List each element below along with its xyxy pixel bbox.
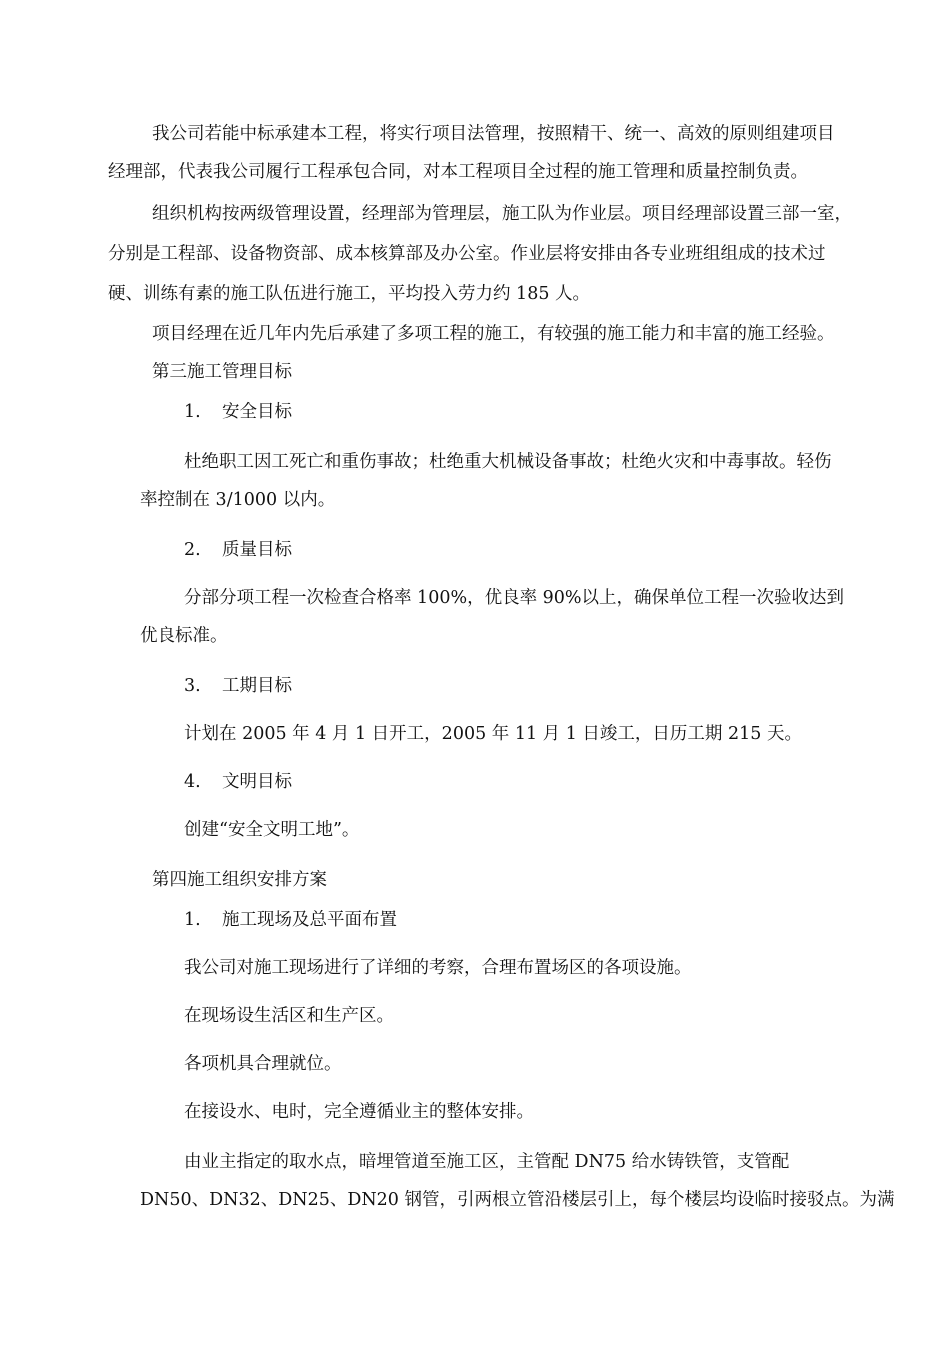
section-4-line-5: 由业主指定的取水点，暗埋管道至施工区，主管配 DN75 给水铸铁管，支管配 [184,1152,790,1172]
section-4-line-2: 在现场设生活区和生产区。 [184,1006,394,1026]
paragraph-3: 项目经理在近几年内先后承建了多项工程的施工，有较强的施工能力和丰富的施工经验。 [152,324,835,344]
item-4-number: 4. [184,772,201,792]
paragraph-2-line-1: 组织机构按两级管理设置，经理部为管理层，施工队为作业层。项目经理部设置三部一室， [152,204,852,224]
item-4-body-line-1: 创建“安全文明工地”。 [184,820,360,840]
item-1-title: 安全目标 [222,402,292,422]
item-1-body-line-2: 率控制在 3/1000 以内。 [140,490,336,510]
paragraph-2-line-3: 硬、训练有素的施工队伍进行施工，平均投入劳力约 185 人。 [108,284,591,304]
paragraph-2-line-2: 分别是工程部、设备物资部、成本核算部及办公室。作业层将安排由各专业班组组成的技术过 [108,244,826,264]
section-4-line-6: DN50、DN32、DN25、DN20 钢管，引两根立管沿楼层引上，每个楼层均设临时接驳点。为满 [140,1190,895,1210]
section-3-heading: 第三施工管理目标 [152,362,292,382]
section-4-line-1: 我公司对施工现场进行了详细的考察，合理布置场区的各项设施。 [184,958,692,978]
item-2-title: 质量目标 [222,540,292,560]
item-2-body-line-2: 优良标准。 [140,626,228,646]
section-4-line-4: 在接设水、电时，完全遵循业主的整体安排。 [184,1102,534,1122]
item-2-number: 2. [184,540,201,560]
section-4-heading: 第四施工组织安排方案 [152,870,327,890]
section-4-item-1-number: 1. [184,910,201,930]
item-3-title: 工期目标 [222,676,292,696]
item-3-body-line-1: 计划在 2005 年 4 月 1 日开工，2005 年 11 月 1 日竣工，日历工期 215 天。 [184,724,802,744]
item-4-title: 文明目标 [222,772,292,792]
item-3-number: 3. [184,676,201,696]
section-4-line-3: 各项机具合理就位。 [184,1054,342,1074]
paragraph-1-line-1: 我公司若能中标承建本工程，将实行项目法管理，按照精干、统一、高效的原则组建项目 [152,124,835,144]
paragraph-1-line-2: 经理部，代表我公司履行工程承包合同，对本工程项目全过程的施工管理和质量控制负责。 [108,162,808,182]
item-1-body-line-1: 杜绝职工因工死亡和重伤事故；杜绝重大机械设备事故；杜绝火灾和中毒事故。轻伤 [184,452,832,472]
item-2-body-line-1: 分部分项工程一次检查合格率 100%，优良率 90%以上，确保单位工程一次验收达到 [184,588,845,608]
item-1-number: 1. [184,402,201,422]
section-4-item-1-title: 施工现场及总平面布置 [222,910,397,930]
